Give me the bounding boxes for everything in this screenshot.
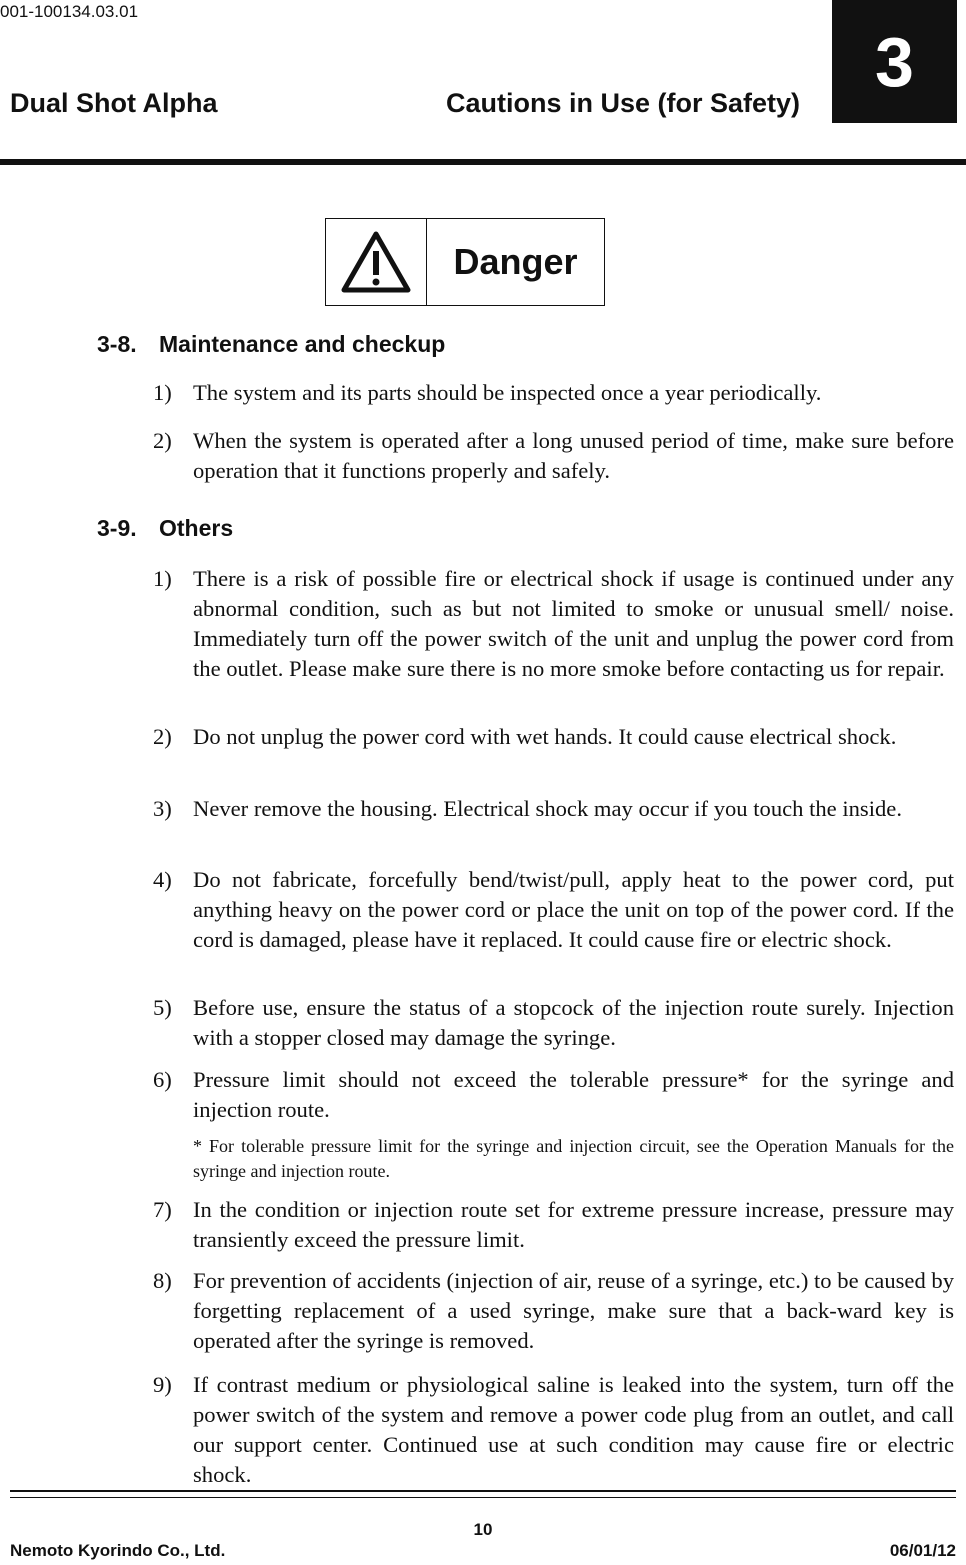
item-number: 4) xyxy=(153,867,172,892)
item-number: 9) xyxy=(153,1372,172,1397)
footer-divider-thin xyxy=(10,1497,956,1498)
section-number: 3-8. xyxy=(97,331,137,357)
item-number: 8) xyxy=(153,1268,172,1293)
item-text: Pressure limit should not exceed the tolerable pressure* for the syringe and injection route. xyxy=(193,1067,954,1122)
item-text: Do not fabricate, forcefully bend/twist/pull, apply heat to the power cord, put anything heavy on the power cord or place the unit on top of the power cord. If the cord is damaged, please have it replaced. It could cause fire or electric shock. xyxy=(193,867,954,952)
item-text: The system and its parts should be inspected once a year periodically. xyxy=(193,380,822,405)
list-item xyxy=(153,564,954,684)
item-number: 1) xyxy=(153,566,172,591)
item-text: Do not unplug the power cord with wet hands. It could cause electrical shock. xyxy=(193,724,897,749)
list-item xyxy=(153,1065,954,1125)
footer-divider xyxy=(10,1490,956,1492)
header-divider xyxy=(0,159,966,165)
section-heading-3-8 xyxy=(97,331,445,358)
section-number: 3-9. xyxy=(97,515,137,541)
item-number: 3) xyxy=(153,796,172,821)
document-date: 06/01/12 xyxy=(889,1541,956,1560)
item-number: 6) xyxy=(153,1067,172,1092)
product-name: Dual Shot Alpha xyxy=(10,88,218,118)
item-number: 2) xyxy=(153,724,172,749)
list-item xyxy=(153,378,954,408)
item-text: For prevention of accidents (injection of air, reuse of a syringe, etc.) to be caused by forgetting replacement of a used syringe, make sure that a back-ward key is operated after the syringe is removed. xyxy=(193,1268,954,1353)
list-item xyxy=(153,426,954,486)
section-title: Others xyxy=(159,515,234,541)
item-text: If contrast medium or physiological saline is leaked into the system, turn off the power switch of the system and remove a power code plug from an outlet, and call our support center. Continued use at such condition may cause fire or electric shock. xyxy=(193,1372,954,1487)
item-text: Before use, ensure the status of a stopcock of the injection route surely. Injection with a stopper closed may damage the syringe. xyxy=(193,995,954,1050)
danger-banner xyxy=(325,218,605,306)
danger-label: Danger xyxy=(453,241,578,282)
list-item xyxy=(153,993,954,1053)
page-number: 10 xyxy=(473,1520,493,1539)
chapter-number-badge: 3 xyxy=(832,0,957,123)
document-id: 001-100134.03.01 xyxy=(0,2,139,21)
item-number: 1) xyxy=(153,380,172,405)
warning-triangle-icon xyxy=(326,219,427,305)
list-item xyxy=(153,794,954,824)
list-item xyxy=(153,722,954,752)
item-text: There is a risk of possible fire or electrical shock if usage is continued under any abnormal condition, such as but not limited to smoke or unusual smell/ noise. Immediately turn off the power switch of the unit and unplug the power cord from the outlet. Please make sure there is no more smoke before contacting us for repair. xyxy=(193,566,954,681)
item-number: 5) xyxy=(153,995,172,1020)
item-number: 2) xyxy=(153,428,172,453)
section-heading-3-9 xyxy=(97,515,233,542)
item-text: When the system is operated after a long unused period of time, make sure before operation that it functions properly and safely. xyxy=(193,428,954,483)
item-text: In the condition or injection route set for extreme pressure increase, pressure may transiently exceed the pressure limit. xyxy=(193,1197,954,1252)
item-number: 7) xyxy=(153,1197,172,1222)
list-item xyxy=(153,1266,954,1356)
chapter-title: Cautions in Use (for Safety) xyxy=(446,88,801,118)
list-item xyxy=(153,1195,954,1255)
company-name: Nemoto Kyorindo Co., Ltd. xyxy=(10,1541,226,1560)
list-item xyxy=(153,1370,954,1490)
item-text: Never remove the housing. Electrical shock may occur if you touch the inside. xyxy=(193,796,902,821)
list-item xyxy=(153,865,954,955)
footnote: * For tolerable pressure limit for the syringe and injection circuit, see the Operation Manuals for the syringe and injection route. xyxy=(193,1136,954,1181)
section-title: Maintenance and checkup xyxy=(159,331,446,357)
